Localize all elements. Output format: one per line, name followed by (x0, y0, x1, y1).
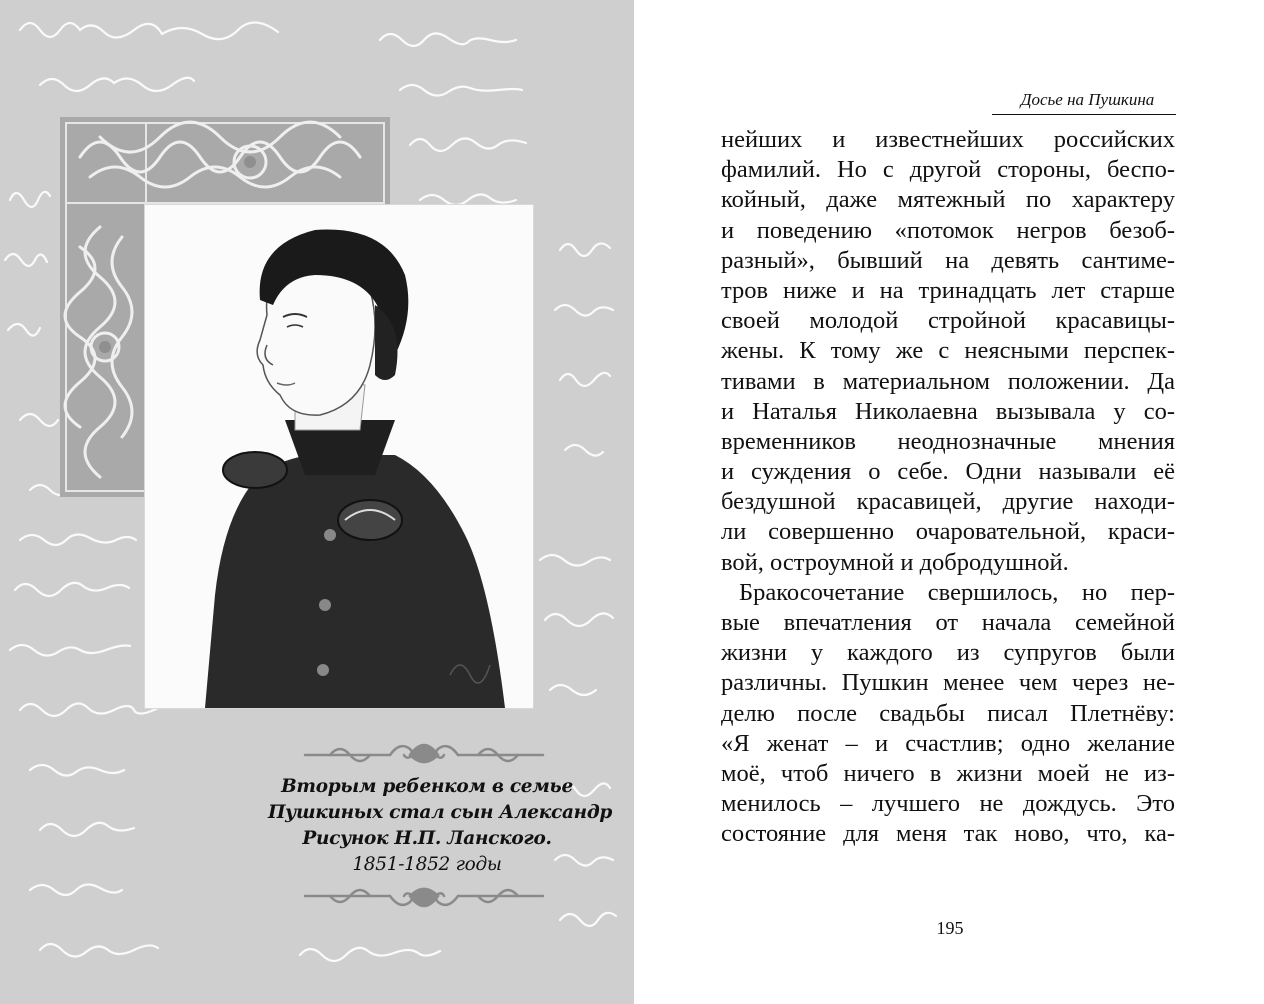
text-line: и поведению «потомок негров безоб- (721, 216, 1175, 244)
text-line: койный, даже мятежный по характеру (721, 186, 1175, 214)
caption-line-3: Рисунок Н.П. Ланского. (302, 828, 552, 849)
text-line: разный», бывший на девять сантиме- (721, 246, 1175, 274)
text-line: жизни у каждого из супругов были (721, 639, 1175, 667)
running-head: Досье на Пушкина (1020, 90, 1155, 109)
text-line: фамилий. Но с другой стороны, беспо- (721, 156, 1175, 184)
body-text (721, 125, 1175, 850)
text-line: своей молодой стройной красавицы- (721, 307, 1175, 335)
illustration-caption (268, 774, 613, 878)
text-line: моё, чтоб ничего в жизни моей не из- (721, 759, 1175, 787)
text-line: ли совершенно очаровательной, краси- (721, 518, 1175, 546)
text-line: состояние для меня так ново, что, ка- (721, 820, 1175, 848)
page-number: 195 (936, 918, 964, 938)
portrait-drawing (145, 205, 533, 708)
top-ornament (300, 733, 548, 773)
text-line: «Я женат – и счастлив; одно желание (721, 729, 1175, 757)
text-line: менилось – лучшего не дождусь. Это (721, 790, 1175, 818)
caption-line-1: Вторым ребенком в семье (281, 776, 573, 797)
text-line: и суждения о себе. Одни называли её (721, 458, 1175, 486)
bottom-ornament (300, 878, 548, 918)
text-line: жены. К тому же с неясными перспек- (721, 337, 1175, 365)
text-line: временников неоднозначные мнения (721, 427, 1175, 455)
caption-line-2: Пушкиных стал сын Александр (268, 802, 613, 823)
text-line: различны. Пушкин менее чем через не- (721, 669, 1175, 697)
text-line: вые впечатления от начала семейной (721, 609, 1175, 636)
text-line: делю после свадьбы писал Плетнёву: (721, 699, 1175, 727)
text-line: бездушной красавицей, другие находи- (721, 488, 1175, 516)
text-line: нейших и известнейших российских (721, 126, 1175, 153)
caption-line-4: 1851-1852 годы (352, 854, 502, 875)
text-line: тивами в материальном положении. Да (721, 367, 1175, 395)
text-line: тров ниже и на тринадцать лет старше (721, 276, 1175, 304)
text-line: вой, остроумной и добродушной. (721, 548, 1069, 576)
text-line: Бракосочетание свершилось, но пер- (739, 578, 1175, 606)
text-line: и Наталья Николаевна вызывала у со- (721, 397, 1175, 425)
running-head-rule (992, 114, 1176, 115)
